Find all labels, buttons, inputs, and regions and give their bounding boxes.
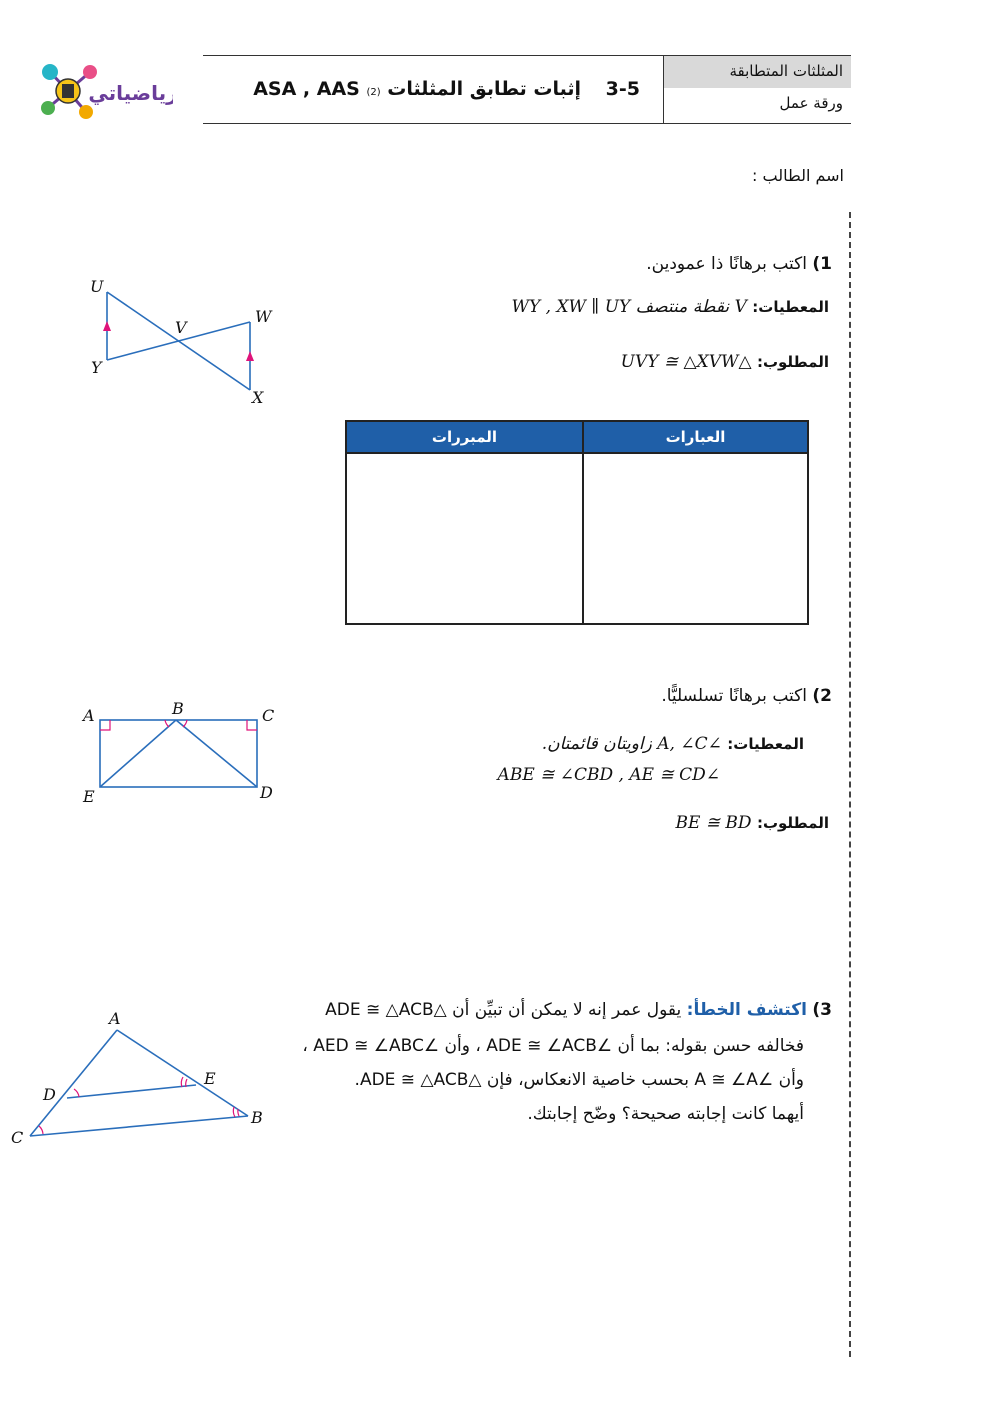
q2-given-line2-row xyxy=(498,765,720,785)
q2-prove-line xyxy=(675,813,829,833)
unit-cell xyxy=(664,56,851,88)
q3-heading: اكتشف الخطأ: xyxy=(686,1000,807,1020)
table-column-divider xyxy=(582,422,584,623)
proof-table xyxy=(345,420,809,625)
angle-arc-icon xyxy=(165,720,169,727)
q3-line1-text: يقول عمر إنه لا يمكن أن تبيِّن أن △ADE ≅ △ACB xyxy=(325,1000,682,1020)
label-e: E xyxy=(83,787,95,806)
label-e: E xyxy=(204,1069,216,1088)
q2-figure xyxy=(75,698,285,808)
segment-ac xyxy=(30,1030,117,1136)
q1-given-label: المعطيات: xyxy=(752,298,829,316)
label-v: V xyxy=(175,318,187,337)
label-c: C xyxy=(262,706,275,725)
segment-be xyxy=(100,720,176,787)
angle-arc-icon xyxy=(74,1089,79,1097)
label-a: A xyxy=(83,706,95,725)
label-b: B xyxy=(251,1108,263,1127)
q2-given-line1: ∠A, ∠C زاويتان قائمتان. xyxy=(541,734,722,754)
q2-prove-text: BE ≅ BD xyxy=(675,813,752,833)
q3-line4: أيهما كانت إجابته صحيحة؟ وضّح إجابتك. xyxy=(527,1104,804,1124)
q1-prompt: اكتب برهانًا ذا عمودين. xyxy=(646,254,807,274)
q1-prove-line xyxy=(621,352,829,372)
q2-given-line xyxy=(542,734,804,754)
unit-name: المثلثات المتطابقة xyxy=(729,62,843,80)
page-marker: (2) xyxy=(366,87,381,98)
q2-prompt: اكتب برهانًا تسلسليًّا. xyxy=(661,686,807,706)
reasons-cell[interactable] xyxy=(349,455,579,621)
lesson-number: 3-5 xyxy=(605,78,640,100)
worksheet-label: ورقة عمل xyxy=(779,94,843,112)
statements-header: العبارات xyxy=(584,422,807,452)
label-d: D xyxy=(260,783,273,802)
q3-line3: وأن ∠A ≅ ∠A بحسب خاصية الانعكاس، فإن △ADE ≅ △ACB. xyxy=(354,1070,804,1090)
label-c: C xyxy=(11,1128,24,1147)
table-header-rule xyxy=(347,452,807,454)
q3-line2: فخالفه حسن بقوله: بما أن ∠ADE ≅ ∠ACB ، وأن ∠AED ≅ ∠ABC ، xyxy=(302,1036,804,1056)
label-a: A xyxy=(109,1009,121,1028)
dashed-divider xyxy=(849,212,851,1357)
q2-number: 2) xyxy=(812,686,832,706)
q2-given-label: المعطيات: xyxy=(727,735,804,753)
q1-number: 1) xyxy=(812,254,832,274)
right-angle-icon xyxy=(100,720,110,730)
worksheet-cell xyxy=(664,88,851,122)
q2-prompt-line xyxy=(661,686,832,706)
angle-arc-icon xyxy=(181,1077,183,1087)
lesson-title-block xyxy=(240,78,640,100)
student-name-label: اسم الطالب : xyxy=(752,166,844,185)
q2-given-line2: ∠ABE ≅ ∠CBD , AE ≅ CD xyxy=(497,765,720,785)
q1-figure xyxy=(80,275,280,415)
lesson-title: إثبات تطابق المثلثات ASA , AAS xyxy=(253,78,582,100)
segment-de xyxy=(67,1085,196,1098)
q3-number: 3) xyxy=(812,1000,832,1020)
q1-given-line xyxy=(512,297,829,317)
parallel-arrow-icon xyxy=(246,351,254,361)
angle-arc-icon xyxy=(233,1107,235,1117)
label-u: U xyxy=(90,277,104,296)
label-x: X xyxy=(252,388,264,407)
q2-prove-label: المطلوب: xyxy=(756,814,829,832)
angle-arc-icon xyxy=(39,1126,43,1134)
header-bottom-rule xyxy=(203,123,851,124)
angle-arc-icon xyxy=(183,720,187,727)
parallel-arrow-icon xyxy=(103,321,111,331)
label-b: B xyxy=(172,699,184,718)
q1-prove-label: المطلوب: xyxy=(756,353,829,371)
segment-cb xyxy=(30,1116,248,1136)
q1-prompt-line xyxy=(646,254,832,274)
q1-prove-text: △UVY ≅ △XVW xyxy=(620,352,752,372)
logo xyxy=(38,58,173,124)
rectangle-aced xyxy=(100,720,257,787)
label-y: Y xyxy=(91,358,102,377)
statements-cell[interactable] xyxy=(587,455,805,621)
logo-text: رياضياتي xyxy=(88,81,173,105)
right-angle-icon xyxy=(247,720,257,730)
reasons-header: المبررات xyxy=(347,422,582,452)
label-d: D xyxy=(43,1085,56,1104)
label-w: W xyxy=(255,307,272,326)
segment-ab xyxy=(117,1030,248,1116)
segment-bd xyxy=(176,720,257,787)
q3-line1 xyxy=(325,1000,832,1020)
q3-figure xyxy=(5,1005,275,1150)
q1-given-text: V نقطة منتصف WY , XW ∥ UY xyxy=(511,297,747,317)
